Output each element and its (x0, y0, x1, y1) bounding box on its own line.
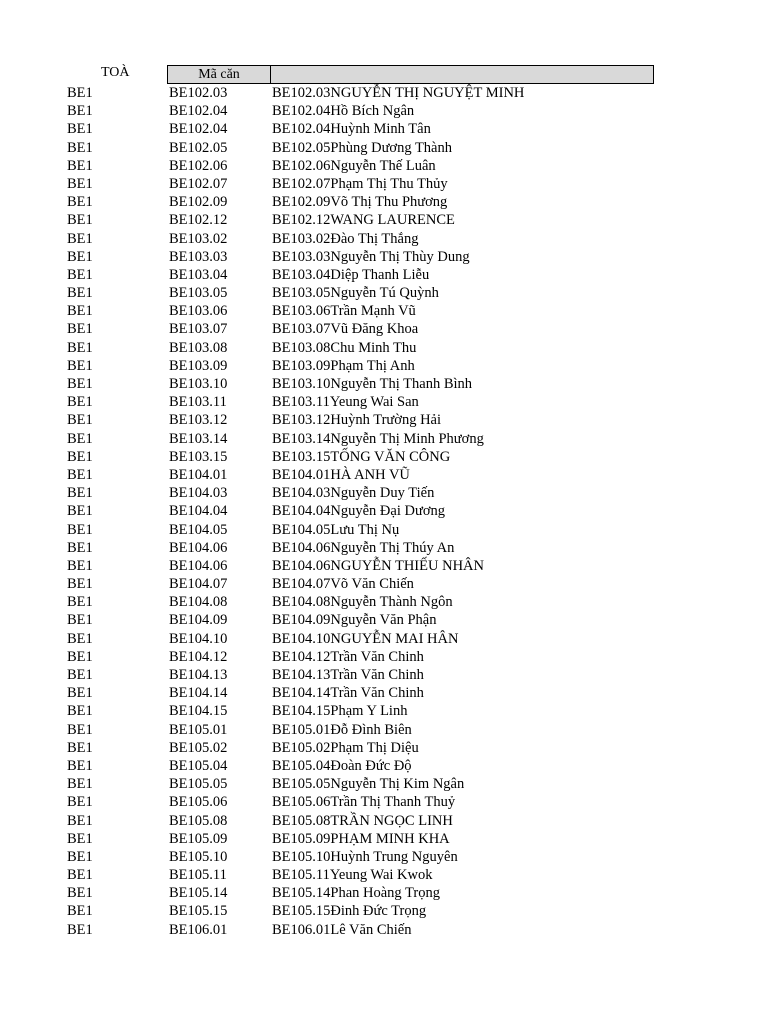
cell-ma-can: BE103.11 (169, 394, 227, 411)
cell-owner-name: BE103.15TỐNG VĂN CÔNG (272, 448, 451, 465)
cell-toa: BE1 (67, 776, 93, 793)
cell-owner-name: BE104.08Nguyễn Thành Ngôn (272, 594, 453, 611)
table-row (0, 102, 768, 120)
cell-ma-can: BE104.09 (169, 612, 228, 629)
table-row (0, 302, 768, 320)
cell-toa: BE1 (67, 157, 93, 174)
cell-toa: BE1 (67, 867, 93, 884)
cell-toa: BE1 (67, 485, 93, 502)
cell-owner-name: BE105.08TRẦN NGỌC LINH (272, 812, 453, 829)
table-row (0, 357, 768, 375)
cell-toa: BE1 (67, 557, 93, 574)
cell-ma-can: BE105.09 (169, 830, 228, 847)
cell-toa: BE1 (67, 430, 93, 447)
cell-ma-can: BE106.01 (169, 921, 228, 938)
cell-toa: BE1 (67, 757, 93, 774)
cell-ma-can: BE105.05 (169, 776, 228, 793)
table-row (0, 175, 768, 193)
table-row (0, 248, 768, 266)
cell-ma-can: BE103.02 (169, 230, 228, 247)
cell-ma-can: BE103.10 (169, 376, 228, 392)
cell-ma-can: BE103.15 (169, 448, 228, 465)
cell-ma-can: BE105.11 (169, 867, 227, 884)
cell-toa: BE1 (67, 739, 93, 756)
table-row (0, 648, 768, 666)
cell-owner-name: BE104.05Lưu Thị Nụ (272, 521, 400, 538)
cell-ma-can: BE104.14 (169, 685, 228, 702)
cell-ma-can: BE103.08 (169, 339, 228, 356)
cell-owner-name: BE105.01Đỗ Đình Biên (272, 721, 412, 738)
cell-toa: BE1 (67, 539, 93, 556)
cell-ma-can: BE104.04 (169, 503, 228, 520)
cell-owner-name: BE103.07Vũ Đăng Khoa (272, 321, 419, 338)
cell-toa: BE1 (67, 448, 93, 465)
table-row (0, 775, 768, 793)
cell-toa: BE1 (67, 612, 93, 629)
cell-toa: BE1 (67, 794, 93, 811)
cell-owner-name: BE104.10NGUYỄN MAI HÂN (272, 630, 459, 647)
cell-toa: BE1 (67, 812, 93, 829)
table-row (0, 211, 768, 229)
table-row (0, 739, 768, 757)
table-row (0, 866, 768, 884)
table-row (0, 466, 768, 484)
table-row (0, 484, 768, 502)
cell-toa: BE1 (67, 667, 93, 683)
cell-owner-name: BE105.11Yeung Wai Kwok (272, 867, 433, 884)
cell-ma-can: BE103.04 (169, 266, 228, 283)
cell-owner-name: BE102.09Võ Thị Thu Phương (272, 194, 448, 211)
cell-ma-can: BE104.03 (169, 485, 228, 502)
cell-toa: BE1 (67, 903, 93, 920)
cell-toa: BE1 (67, 121, 93, 138)
cell-toa: BE1 (67, 394, 93, 411)
table-row (0, 721, 768, 739)
table-row (0, 84, 768, 102)
spreadsheet-page (0, 64, 768, 938)
cell-ma-can: BE103.05 (169, 285, 228, 302)
table-row (0, 630, 768, 648)
cell-ma-can: BE103.09 (169, 357, 228, 374)
table-row (0, 902, 768, 920)
cell-toa: BE1 (67, 139, 93, 156)
table-row (0, 193, 768, 211)
cell-ma-can: BE102.03 (169, 85, 228, 101)
cell-ma-can: BE103.12 (169, 412, 228, 429)
table-body (0, 84, 768, 939)
cell-toa: BE1 (67, 212, 93, 229)
cell-ma-can: BE103.03 (169, 248, 228, 265)
cell-ma-can: BE104.06 (169, 557, 228, 574)
cell-ma-can: BE103.07 (169, 321, 228, 338)
cell-owner-name: BE104.12Trần Văn Chinh (272, 648, 424, 665)
cell-owner-name: BE103.08Chu Minh Thu (272, 339, 417, 356)
table-row (0, 521, 768, 539)
cell-toa: BE1 (67, 521, 93, 538)
cell-owner-name: BE105.06Trần Thị Thanh Thuỷ (272, 794, 456, 811)
cell-toa: BE1 (67, 357, 93, 374)
cell-ma-can: BE104.10 (169, 630, 228, 647)
table-row (0, 393, 768, 411)
cell-toa: BE1 (67, 594, 93, 611)
cell-owner-name: BE105.05Nguyễn Thị Kim Ngân (272, 776, 465, 793)
cell-owner-name: BE103.12Huỳnh Trường Hải (272, 412, 442, 429)
cell-toa: BE1 (67, 412, 93, 429)
table-row (0, 593, 768, 611)
cell-ma-can: BE104.05 (169, 521, 228, 538)
cell-toa: BE1 (67, 648, 93, 665)
cell-ma-can: BE102.04 (169, 121, 228, 138)
table-row (0, 157, 768, 175)
table-row (0, 448, 768, 466)
cell-owner-name: BE104.14Trần Văn Chinh (272, 685, 424, 702)
cell-ma-can: BE104.15 (169, 703, 228, 720)
cell-owner-name: BE102.04Hồ Bích Ngân (272, 103, 415, 120)
cell-ma-can: BE104.13 (169, 667, 228, 683)
table-row (0, 666, 768, 684)
cell-ma-can: BE105.10 (169, 848, 228, 865)
table-row (0, 339, 768, 357)
cell-ma-can: BE102.04 (169, 103, 228, 120)
cell-owner-name: BE105.14Phan Hoàng Trọng (272, 885, 440, 902)
table-row (0, 539, 768, 557)
cell-owner-name: BE104.04Nguyễn Đại Dương (272, 503, 445, 520)
cell-toa: BE1 (67, 921, 93, 938)
table-row (0, 812, 768, 830)
cell-toa: BE1 (67, 248, 93, 265)
cell-toa: BE1 (67, 703, 93, 720)
cell-toa: BE1 (67, 103, 93, 120)
table-row (0, 757, 768, 775)
cell-ma-can: BE105.08 (169, 812, 228, 829)
cell-toa: BE1 (67, 576, 93, 593)
cell-toa: BE1 (67, 885, 93, 902)
table-row (0, 848, 768, 866)
cell-ma-can: BE102.05 (169, 139, 228, 156)
cell-ma-can: BE103.14 (169, 430, 228, 447)
cell-ma-can: BE105.04 (169, 757, 228, 774)
table-row (0, 375, 768, 393)
table-row (0, 793, 768, 811)
table-row (0, 411, 768, 429)
cell-toa: BE1 (67, 194, 93, 211)
cell-ma-can: BE104.12 (169, 648, 228, 665)
table-row (0, 502, 768, 520)
table-row (0, 830, 768, 848)
cell-ma-can: BE104.01 (169, 466, 228, 483)
cell-owner-name: BE103.09Phạm Thị Anh (272, 357, 415, 374)
header-row (0, 64, 768, 85)
cell-toa: BE1 (67, 303, 93, 320)
table-row (0, 230, 768, 248)
cell-owner-name: BE106.01Lê Văn Chiến (272, 921, 412, 938)
cell-toa: BE1 (67, 503, 93, 520)
table-row (0, 921, 768, 939)
cell-toa: BE1 (67, 721, 93, 738)
header-ma-can: Mã căn (167, 65, 271, 84)
cell-toa: BE1 (67, 339, 93, 356)
cell-ma-can: BE104.06 (169, 539, 228, 556)
cell-owner-name: BE105.04Đoàn Đức Độ (272, 757, 412, 774)
cell-ma-can: BE105.14 (169, 885, 228, 902)
table-row (0, 575, 768, 593)
cell-toa: BE1 (67, 230, 93, 247)
table-row (0, 684, 768, 702)
cell-owner-name: BE104.06NGUYỄN THIẾU NHÂN (272, 557, 484, 574)
cell-owner-name: BE103.02Đào Thị Thắng (272, 230, 419, 247)
cell-owner-name: BE104.15Phạm Y Linh (272, 703, 408, 720)
cell-owner-name: BE103.04Diệp Thanh Liễu (272, 266, 430, 283)
cell-toa: BE1 (67, 830, 93, 847)
cell-ma-can: BE104.08 (169, 594, 228, 611)
cell-ma-can: BE104.07 (169, 576, 228, 593)
cell-owner-name: BE103.10Nguyễn Thị Thanh Bình (272, 376, 473, 392)
cell-owner-name: BE104.09Nguyễn Văn Phận (272, 612, 437, 629)
table-row (0, 557, 768, 575)
table-row (0, 320, 768, 338)
cell-ma-can: BE105.06 (169, 794, 228, 811)
cell-owner-name: BE104.01HÀ ANH VŨ (272, 466, 410, 483)
cell-toa: BE1 (67, 266, 93, 283)
table-row (0, 884, 768, 902)
cell-ma-can: BE105.15 (169, 903, 228, 920)
cell-owner-name: BE102.06Nguyễn Thế Luân (272, 157, 436, 174)
table-row (0, 139, 768, 157)
cell-owner-name: BE105.15Đinh Đức Trọng (272, 903, 427, 920)
table-row (0, 430, 768, 448)
cell-owner-name: BE104.03Nguyễn Duy Tiến (272, 485, 435, 502)
table-row (0, 120, 768, 138)
cell-owner-name: BE102.05Phùng Dương Thành (272, 139, 452, 156)
cell-ma-can: BE105.01 (169, 721, 228, 738)
cell-toa: BE1 (67, 376, 93, 392)
cell-owner-name: BE105.10Huỳnh Trung Nguyên (272, 848, 458, 865)
cell-ma-can: BE102.07 (169, 175, 228, 192)
cell-owner-name: BE102.03NGUYỄN THỊ NGUYỆT MINH (272, 85, 525, 101)
cell-owner-name: BE103.11Yeung Wai San (272, 394, 419, 411)
cell-owner-name: BE105.09PHẠM MINH KHA (272, 830, 450, 847)
header-toa: TOÀ (101, 65, 130, 80)
cell-owner-name: BE103.06Trần Mạnh Vũ (272, 303, 416, 320)
cell-owner-name: BE103.05Nguyễn Tú Quỳnh (272, 285, 439, 302)
cell-toa: BE1 (67, 466, 93, 483)
cell-owner-name: BE102.04Huỳnh Minh Tân (272, 121, 431, 138)
cell-ma-can: BE102.06 (169, 157, 228, 174)
cell-owner-name: BE105.02Phạm Thị Diệu (272, 739, 419, 756)
cell-owner-name: BE103.03Nguyễn Thị Thùy Dung (272, 248, 470, 265)
cell-toa: BE1 (67, 175, 93, 192)
table-row (0, 284, 768, 302)
cell-owner-name: BE102.07Phạm Thị Thu Thủy (272, 175, 448, 192)
table-row (0, 611, 768, 629)
cell-toa: BE1 (67, 285, 93, 302)
cell-owner-name: BE104.13Trần Văn Chinh (272, 667, 424, 683)
cell-toa: BE1 (67, 848, 93, 865)
cell-owner-name: BE104.06Nguyễn Thị Thúy An (272, 539, 455, 556)
cell-toa: BE1 (67, 685, 93, 702)
cell-owner-name: BE103.14Nguyễn Thị Minh Phương (272, 430, 484, 447)
cell-ma-can: BE102.09 (169, 194, 228, 211)
cell-owner-name: BE102.12WANG LAURENCE (272, 212, 455, 229)
cell-ma-can: BE103.06 (169, 303, 228, 320)
cell-ma-can: BE102.12 (169, 212, 228, 229)
header-name-cell (270, 65, 654, 84)
cell-ma-can: BE105.02 (169, 739, 228, 756)
table-row (0, 266, 768, 284)
cell-toa: BE1 (67, 85, 93, 101)
cell-toa: BE1 (67, 321, 93, 338)
cell-owner-name: BE104.07Võ Văn Chiến (272, 576, 414, 593)
cell-toa: BE1 (67, 630, 93, 647)
table-row (0, 702, 768, 720)
